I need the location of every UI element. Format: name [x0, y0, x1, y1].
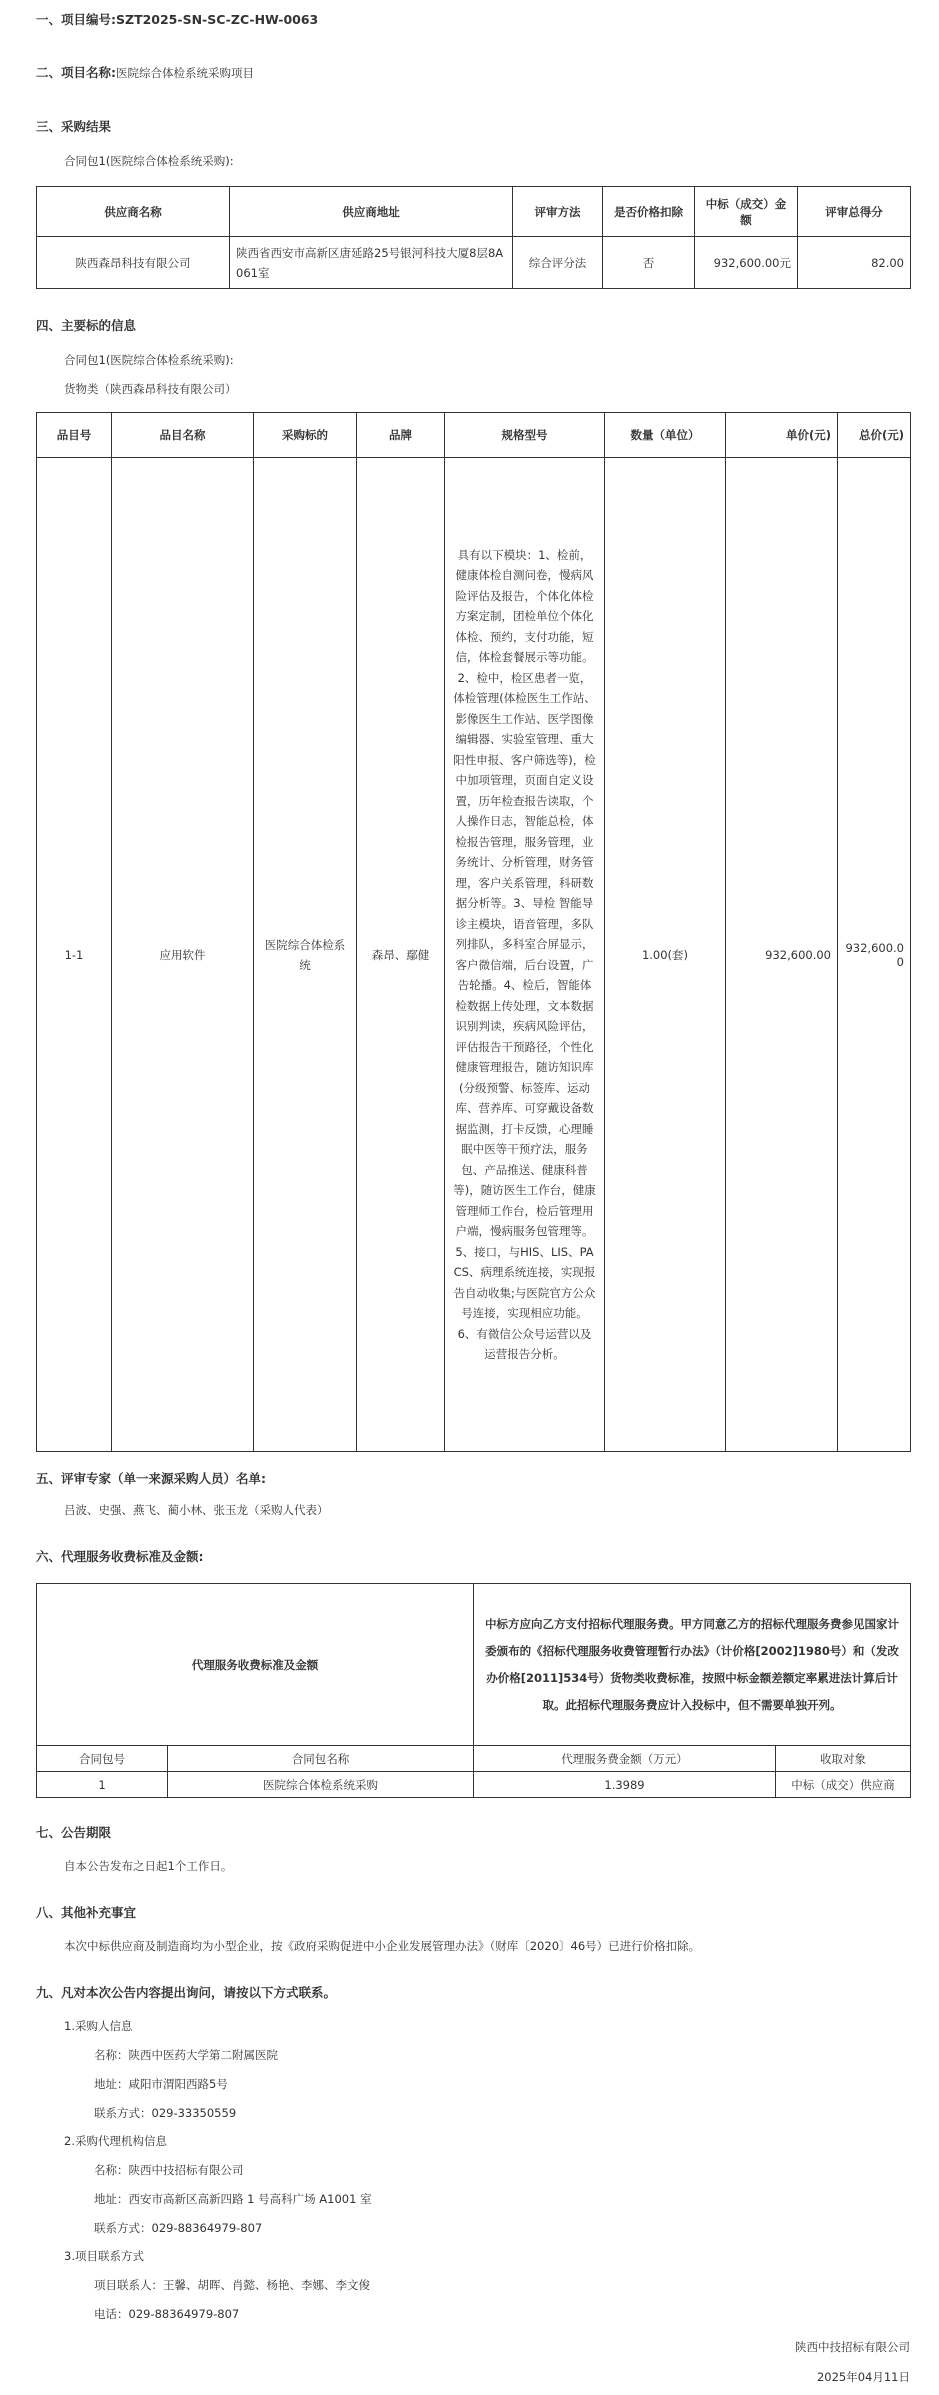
table-header-row — [37, 413, 911, 458]
goods-category-label: 货物类（陕西森昂科技有限公司） — [64, 382, 237, 396]
section-main-items-title: 四、主要标的信息 — [36, 318, 137, 333]
table-header-row — [37, 1746, 911, 1772]
col-total-score: 评审总得分 — [798, 187, 911, 237]
table-row — [37, 1772, 911, 1798]
unit-price-cell: 932,600.00 — [726, 458, 838, 1452]
item-name-cell: 应用软件 — [112, 458, 254, 1452]
item-no-cell: 1-1 — [37, 458, 112, 1452]
fee-standard-row — [37, 1584, 911, 1746]
col-quantity: 数量（单位） — [605, 413, 726, 458]
purchaser-name: 名称：陕西中医药大学第二附属医院 — [94, 2048, 278, 2062]
total-score-cell: 82.00 — [798, 237, 911, 289]
fee-standard-description: 中标方应向乙方支付招标代理服务费。甲方同意乙方的招标代理服务费参见国家计委颁布的《招标代理服务收费管理暂行办法》（计价格[2002]1980号）和（发改办价格[2011]534号）货物类收费标准，按照中标金额差额定率累进法计算后计取。此招标代理服务费应计入投标中，但不需要单独开列。 — [474, 1584, 911, 1746]
supplier-address-cell: 陕西省西安市高新区唐延路25号银河科技大厦8层8A061室 — [230, 237, 513, 289]
section-supplementary-title: 八、其他补充事宜 — [36, 1905, 137, 1920]
procurement-result-table — [36, 186, 911, 289]
section-contact-title: 九、凡对本次公告内容提出询问，请按以下方式联系。 — [36, 1985, 337, 2000]
footer-date: 2025年04月11日 — [816, 2370, 910, 2384]
col-supplier-address: 供应商地址 — [230, 187, 513, 237]
project-number-label: 一、项目编号: — [36, 12, 116, 27]
col-fee-amount: 代理服务费金额（万元） — [474, 1746, 776, 1772]
purchaser-info-title: 1.采购人信息 — [64, 2019, 133, 2033]
award-amount-cell: 932,600.00元 — [695, 237, 798, 289]
section-notice-period-title: 七、公告期限 — [36, 1825, 112, 1840]
target-cell: 医院综合体检系统 — [254, 458, 357, 1452]
col-package-no: 合同包号 — [37, 1746, 168, 1772]
project-contacts: 项目联系人：王馨、胡晖、肖懿、杨艳、李娜、李文俊 — [94, 2278, 370, 2292]
price-deduction-cell: 否 — [603, 237, 695, 289]
col-spec: 规格型号 — [445, 413, 605, 458]
section-procurement-result-title: 三、采购结果 — [36, 119, 112, 134]
package-no-cell: 1 — [37, 1772, 168, 1798]
spec-cell: 具有以下模块：1、检前，健康体检自测问卷，慢病风险评估及报告，个体化体检方案定制，团检单位个体化体检、预约，支付功能，短信，体检套餐展示等功能。2、检中，检区患者一览，体检管理(体检医生工作站、影像医生工作站、医学图像编辑器、实验室管理、重大阳性申报、客户筛选等)，检中加项管理，页面自定义设置，历年检查报告读取，个人操作日志，智能总检，体检报告管理，服务管理，业务统计、分析管理，财务管理，客户关系管理，科研数据分析等。3、导检 智能导诊主模块，语音管理，多队列排队，多科室合屏显示，客户微信端，后台设置，广告轮播。4、检后，智能体检数据上传处理，文本数据识别判读，疾病风险评估，评估报告干预路径，个性化健康管理报告，随访知识库(分级预警、标签库、运动库、营养库、可穿戴设备数据监测，打卡反馈，心理睡眠中医等干预疗法，服务包、产品推送、健康科普等)，随访医生工作台，健康管理师工作台，检后管理用户端，慢病服务包管理等。5、接口，与HIS、LIS、PACS、病理系统连接，实现报告自动收集;与医院官方公众号连接，实现相应功能。6、有微信公众号运营以及运营报告分析。 — [445, 458, 605, 1452]
review-method-cell: 综合评分法 — [513, 237, 603, 289]
col-award-amount: 中标（成交）金额 — [695, 187, 798, 237]
col-unit-price: 单价(元) — [726, 413, 838, 458]
purchaser-address: 地址：咸阳市渭阳西路5号 — [94, 2077, 228, 2091]
quantity-cell: 1.00(套) — [605, 458, 726, 1452]
project-number-line — [36, 10, 318, 28]
col-target: 采购标的 — [254, 413, 357, 458]
table-row — [37, 237, 911, 289]
col-item-name: 品目名称 — [112, 413, 254, 458]
col-package-name: 合同包名称 — [168, 1746, 474, 1772]
agency-fee-table — [36, 1583, 911, 1798]
col-supplier-name: 供应商名称 — [37, 187, 230, 237]
notice-period-text: 自本公告发布之日起1个工作日。 — [64, 1859, 233, 1873]
package-name-cell: 医院综合体检系统采购 — [168, 1772, 474, 1798]
main-items-table — [36, 412, 911, 1452]
fee-amount-cell: 1.3989 — [474, 1772, 776, 1798]
project-contact-title: 3.项目联系方式 — [64, 2249, 144, 2263]
table-row — [37, 458, 911, 1452]
col-review-method: 评审方法 — [513, 187, 603, 237]
main-items-package-label: 合同包1(医院综合体检系统采购): — [64, 353, 234, 367]
section-experts-title: 五、评审专家（单一来源采购人员）名单: — [36, 1471, 266, 1486]
contract-package-label: 合同包1(医院综合体检系统采购): — [64, 154, 234, 168]
project-number-value: SZT2025-SN-SC-ZC-HW-0063 — [116, 12, 319, 27]
col-total-price: 总价(元) — [838, 413, 911, 458]
brand-cell: 森昂、鄢健 — [357, 458, 445, 1452]
fee-standard-label: 代理服务收费标准及金额 — [37, 1584, 474, 1746]
project-name-value: 医院综合体检系统采购项目 — [116, 66, 254, 80]
table-header-row — [37, 187, 911, 237]
project-name-label: 二、项目名称: — [36, 65, 116, 80]
col-brand: 品牌 — [357, 413, 445, 458]
project-name-line — [36, 63, 254, 81]
section-agency-fee-title: 六、代理服务收费标准及金额: — [36, 1549, 204, 1564]
experts-names: 吕波、史强、燕飞、蔺小林、张玉龙（采购人代表） — [64, 1503, 329, 1517]
purchaser-phone: 联系方式：029-33350559 — [94, 2106, 237, 2120]
agency-phone: 联系方式：029-88364979-807 — [94, 2221, 263, 2235]
agency-name: 名称：陕西中技招标有限公司 — [94, 2163, 244, 2177]
total-price-cell: 932,600.00 — [838, 458, 911, 1452]
supplementary-text: 本次中标供应商及制造商均为小型企业，按《政府采购促进中小企业发展管理办法》（财库〔2020〕46号）已进行价格扣除。 — [64, 1939, 701, 1953]
supplier-name-cell: 陕西森昂科技有限公司 — [37, 237, 230, 289]
footer-company: 陕西中技招标有限公司 — [795, 2340, 910, 2354]
col-item-no: 品目号 — [37, 413, 112, 458]
col-fee-payer: 收取对象 — [776, 1746, 911, 1772]
agency-info-title: 2.采购代理机构信息 — [64, 2134, 167, 2148]
col-price-deduction: 是否价格扣除 — [603, 187, 695, 237]
project-phone: 电话：029-88364979-807 — [94, 2307, 240, 2321]
fee-payer-cell: 中标（成交）供应商 — [776, 1772, 911, 1798]
agency-address: 地址：西安市高新区高新四路 1 号高科广场 A1001 室 — [94, 2192, 372, 2206]
